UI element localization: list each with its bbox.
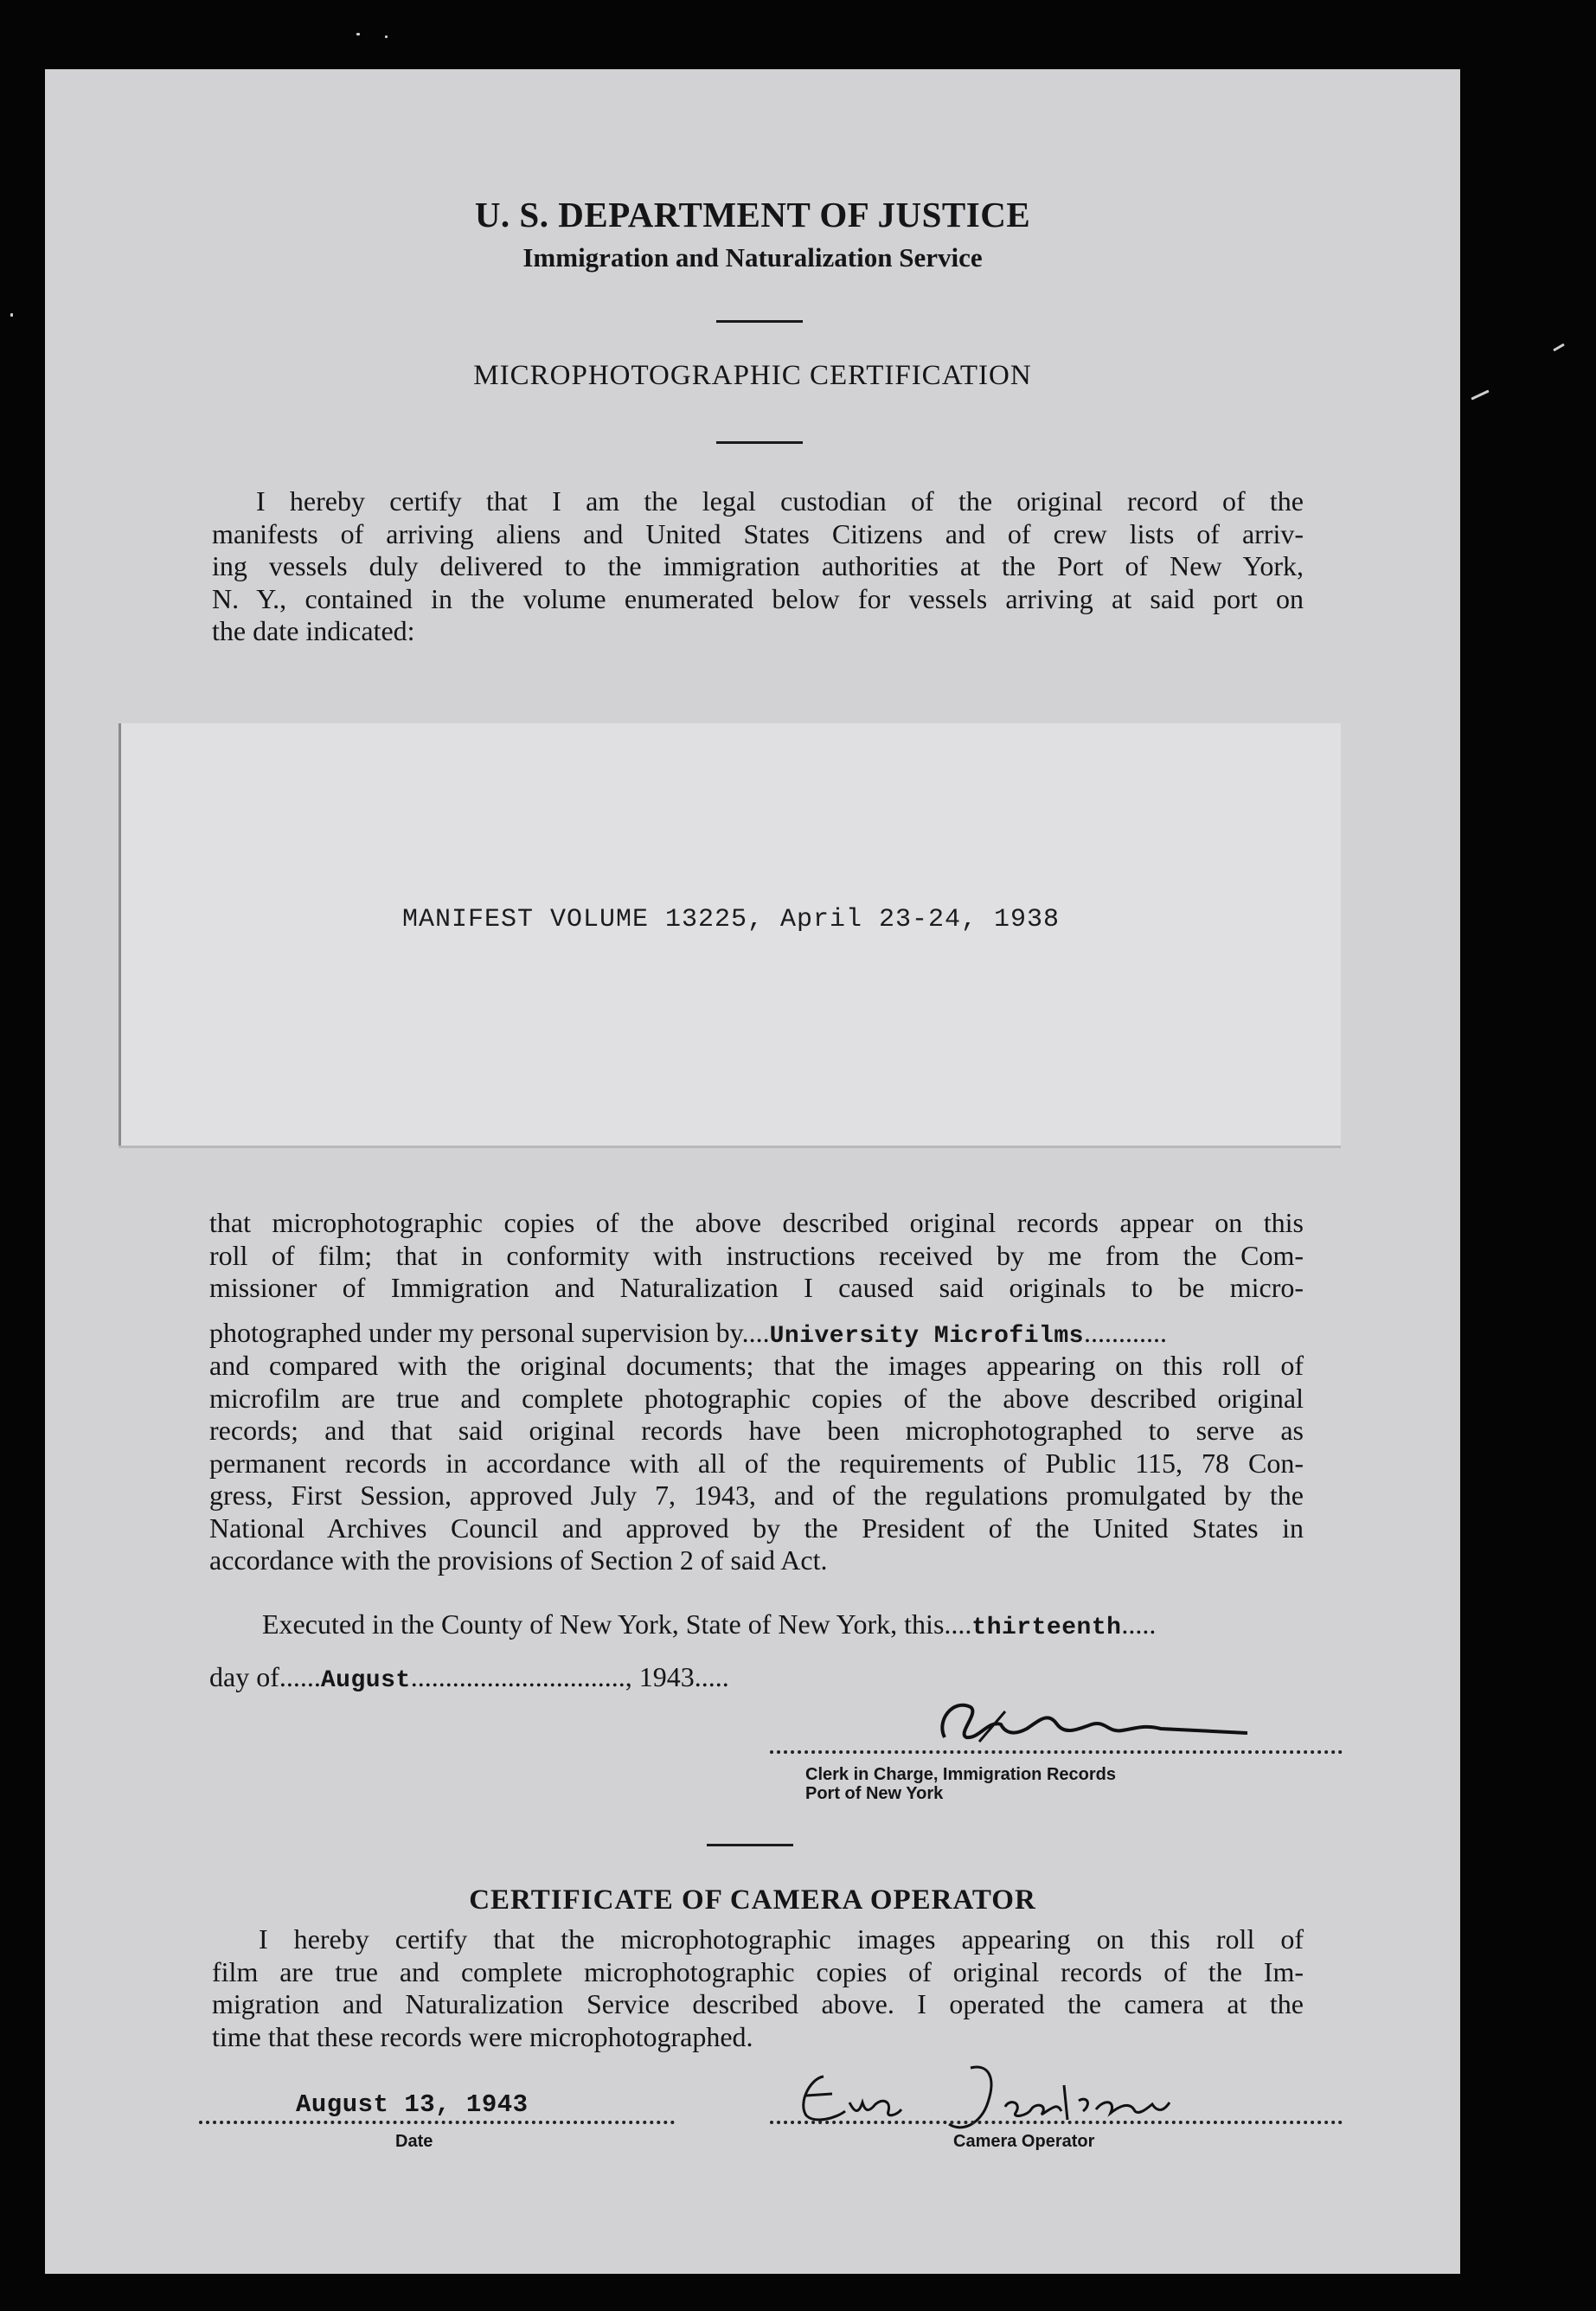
section-divider — [707, 1844, 793, 1846]
executed-suffix: ..... — [1121, 1608, 1157, 1640]
body-line: and compared with the original documents; that the images appearing on this roll of — [209, 1350, 1304, 1381]
body-line: roll of film; that in conformity with instructions received by me from the Com- — [209, 1239, 1304, 1271]
title-divider — [716, 441, 803, 444]
certification-paragraph-continued — [209, 1350, 1304, 1577]
month-prefix: day of...... — [209, 1661, 321, 1692]
executed-month-line — [209, 1661, 901, 1698]
supervision-prefix: photographed under my personal supervision by.... — [209, 1317, 770, 1348]
manifest-label-slip — [119, 723, 1341, 1146]
camera-paragraph — [212, 1923, 1304, 2053]
intro-line: N. Y., contained in the volume enumerated below for vessels arriving at said port on — [212, 582, 1304, 614]
body-line: that microphotographic copies of the above described original records appear on this — [209, 1207, 1304, 1238]
clerk-signature-line — [770, 1750, 1343, 1754]
body-line: records; and that said original records have been microphotographed to serve as — [209, 1415, 1304, 1446]
intro-line: the date indicated: — [212, 615, 415, 646]
form-title: MICROPHOTOGRAPHIC CERTIFICATION — [473, 360, 1032, 391]
intro-line: I hereby certify that I am the legal custodian of the original record of the — [256, 485, 1304, 517]
intro-line: manifests of arriving aliens and United States Citizens and of crew lists of arriv- — [212, 517, 1304, 549]
camera-line: migration and Naturalization Service described above. I operated the camera at the — [212, 1988, 1304, 2019]
camera-line: I hereby certify that the microphotographic images appearing on this roll of — [259, 1923, 1304, 1955]
certification-paragraph — [209, 1207, 1304, 1305]
body-line: National Archives Council and approved by the President of the United States in — [209, 1512, 1304, 1544]
month-suffix: ..............................., 1943..... — [410, 1661, 729, 1692]
body-line: permanent records in accordance with all of the requirements of Public 115, 78 Con- — [209, 1447, 1304, 1479]
film-speck — [1553, 343, 1565, 352]
executed-prefix: Executed in the County of New York, State of New York, this.... — [262, 1608, 972, 1640]
service-subheading: Immigration and Naturalization Service — [522, 242, 983, 273]
operator-label: Camera Operator — [953, 2132, 1095, 2151]
manifest-volume-label: MANIFEST VOLUME 13225, April 23-24, 1938 — [401, 905, 1061, 934]
certification-date: August 13, 1943 — [296, 2090, 529, 2119]
executed-month: August — [320, 1667, 411, 1694]
heading-divider — [716, 320, 803, 323]
body-line: gress, First Session, approved July 7, 1943, and of the regulations promulgated by the — [209, 1480, 1304, 1511]
date-label: Date — [395, 2132, 433, 2151]
department-heading: U. S. DEPARTMENT OF JUSTICE — [474, 195, 1031, 234]
camera-line: film are true and complete microphotographic copies of original records of the Im- — [212, 1955, 1304, 1987]
operator-signature-line — [770, 2121, 1343, 2124]
camera-certificate-title: CERTIFICATE OF CAMERA OPERATOR — [469, 1884, 1036, 1916]
intro-line: ing vessels duly delivered to the immigration authorities at the Port of New York, — [212, 550, 1304, 581]
film-speck — [10, 313, 13, 317]
clerk-place: Port of New York — [805, 1784, 944, 1803]
supervision-suffix: ............ — [1083, 1317, 1167, 1348]
date-line — [199, 2121, 675, 2124]
film-speck — [1471, 389, 1489, 400]
camera-line: time that these records were microphotographed. — [212, 2020, 753, 2052]
supervision-name: University Microfilms — [769, 1323, 1084, 1350]
body-line: missioner of Immigration and Naturalization I caused said originals to be micro- — [209, 1272, 1304, 1303]
intro-paragraph — [212, 485, 1304, 648]
certificate-page — [45, 69, 1460, 2274]
film-speck — [385, 35, 388, 38]
clerk-title: Clerk in Charge, Immigration Records — [805, 1765, 1116, 1784]
executed-line — [262, 1608, 1317, 1645]
supervision-line — [209, 1317, 1304, 1353]
film-speck — [356, 33, 360, 35]
body-line: accordance with the provisions of Section 2 of said Act. — [209, 1544, 828, 1576]
clerk-signature — [875, 1685, 1256, 1755]
executed-day: thirteenth — [971, 1614, 1122, 1641]
body-line: microfilm are true and complete photographic copies of the above described original — [209, 1382, 1304, 1414]
